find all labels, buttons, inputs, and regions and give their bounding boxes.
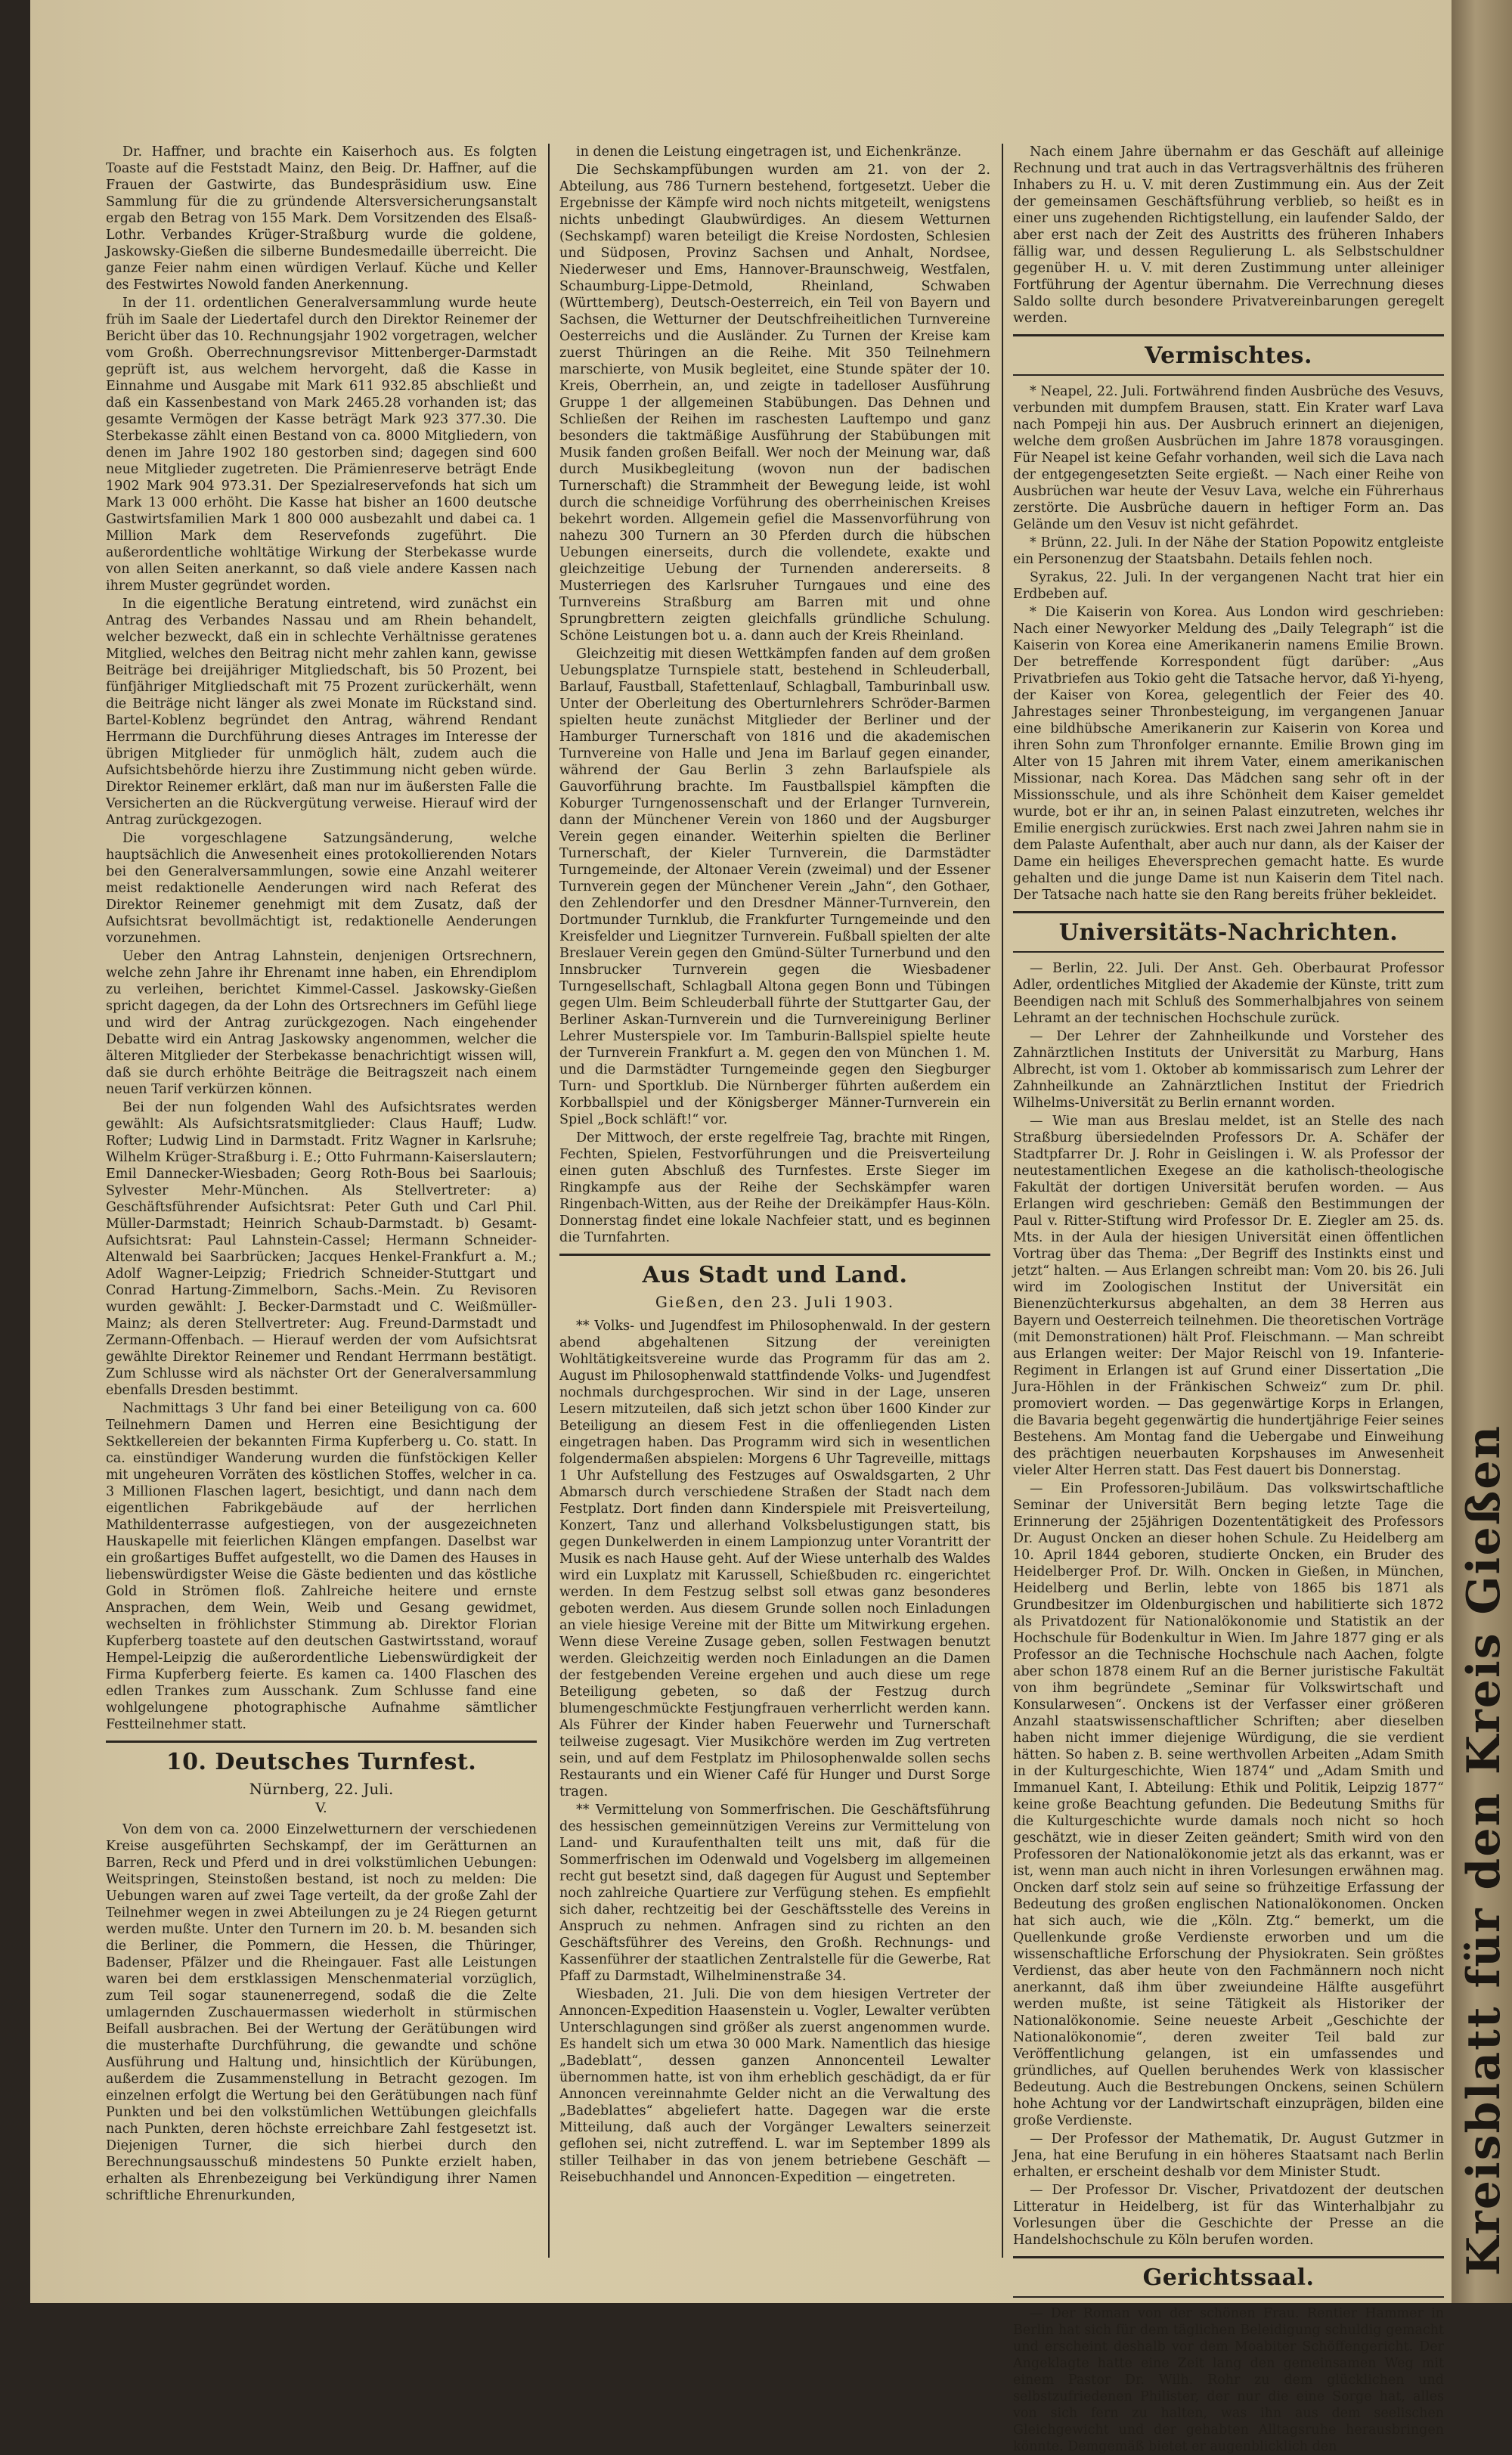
dateline: Nürnberg, 22. Juli. — [249, 1780, 394, 1798]
article-paragraph: * Brünn, 22. Juli. In der Nähe der Station Popowitz entgleiste ein Personenzug der Staatsbahn. Details fehlen noch. — [1013, 535, 1444, 567]
article-paragraph: In der 11. ordentlichen Generalversammlung wurde heute früh im Saale der Liedertafel durch den Direktor Reinemer der Bericht über das 10. Rechnungsjahr 1902 vorgetragen, welcher vom Großh. Oberrechnungsrevisor Mittenberger-Darmstadt geprüft ist, aus welchem hervorgeht, daß die Kasse in Einnahme und Ausgabe mit Mark 611 932.85 abschließt und daß ein Kassenbestand von Mark 2465.28 vorhanden ist; das gesamte Vermögen der Kasse beträgt Mark 923 377.30. Die Sterbekasse zählt einen Bestand von ca. 8000 Mitgliedern, von denen im Jahre 1902 180 gestorben sind; dagegen sind 600 neue Mitglieder zugetreten. Die Prämienreserve beträgt Ende 1902 Mark 904 973.31. Der Spezialreservefonds hat sich um Mark 13 000 erhöht. Die Kasse hat bisher an 1600 deutsche Gastwirtsfamilien Mark 1 800 000 ausbezahlt und dabei ca. 1 Million Mark dem Reservefonds zugeführt. Die außerordentliche wohltätige Wirkung der Sterbekasse wurde von allen Seiten anerkannt, so daß viele andere Kassen nach ihrem Muster gegründet worden. — [106, 296, 537, 594]
section-rule — [1013, 911, 1444, 913]
article-paragraph: Nachmittags 3 Uhr fand bei einer Beteiligung von ca. 600 Teilnehmern Damen und Herren eine Besichtigung der Sektkellereien der bekannten Firma Kupferberg u. Co. statt. In ca. einstündiger Wanderung wurden die fünfstöckigen Keller mit ungeheuren Vorräten des köstlichen Stoffes, welcher in ca. 3 Millionen Flaschen lagert, besichtigt, und dann nach dem eigentlichen Fabrikgebäude auf der herrlichen Mathildenterrasse aufgestiegen, von der ausgezeichneten Hauskapelle mit feierlichen Klängen empfangen. Daselbst war ein großartiges Buffet aufgestellt, wo die Damen des Hauses in liebenswürdigster Weise die Gäste bedienten und das köstliche Gold in Strömen floß. Zahlreiche heitere und ernste Ansprachen, dem Wein, Weib und Gesang gewidmet, wechselten in fröhlichster Stimmung ab. Direktor Florian Kupferberg toastete auf den deutschen Gastwirtsstand, worauf Hempel-Leipzig die außerordentliche Liebenswürdigkeit der Firma Kupferberg feierte. Es kamen ca. 1400 Flaschen des edlen Trankes zum Ausschank. Zum Schlusse fand eine wohlgelungene photographische Aufnahme sämtlicher Festteilnehmer statt. — [106, 1401, 537, 1732]
dateline: Gießen, den 23. Juli 1903. — [655, 1293, 895, 1311]
article-paragraph: — Ein Professoren-Jubiläum. Das volkswirtschaftliche Seminar der Universität Bern beging letzte Tage die Erinnerung der 25jährigen Dozententätigkeit des Professors Dr. August Oncken an dieser hohen Schule. Zu Heidelberg am 10. April 1844 geboren, studierte Oncken, ein Bruder des Heidelberger Prof. Dr. Wilh. Oncken in Gießen, in München, Heidelberg und Berlin, lebte von 1865 bis 1871 als Grundbesitzer im Oldenburgischen und habilitierte sich 1872 als Privatdozent für Nationalökonomie und Statistik an der Hochschule für Bodenkultur in Wien. Im Jahre 1877 ging er als Professor an die Technische Hochschule nach Aachen, folgte aber schon 1878 einem Ruf an die Berner juristische Fakultät von ihm begründete „Seminar für Volkswirtschaft und Konsularwesen“. Onckens ist der Verfasser einer größeren Anzahl staatswissenschaftlicher Schriften; aber dieselben haben nicht immer diejenige Würdigung, die sie verdient hätten. So haben z. B. seine werthvollen Arbeiten „Adam Smith in der Kulturgeschichte, Wien 1874“ und „Adam Smith und Immanuel Kant, I. Abteilung: Ethik und Politik, Leipzig 1877“ keine große Beachtung gefunden. Die Bedeutung Smiths für die Kulturgeschichte wurde damals noch nicht so hoch geschätzt, wie in dieser Zeiten geändert; Smith wird von den Professoren der Nationalökonomie jetzt als das erkannt, was er ist, wenn man auch nicht in ihren Vorlesungen erwähnen mag. Oncken darf stolz sein auf seine so frühzeitige Erfassung der Bedeutung des großen englischen Nationalökonomen. Oncken hat sich auch, wie die „Köln. Ztg.“ bemerkt, um die Quellenkunde große Verdienste erworben und um die wissenschaftliche Erforschung der Physiokraten. Sein größtes Verdienst, das aber heute von den Fachmännern noch nicht anerkannt, daß ihm über zweiundeine Hälfte ausgeführt werden mußte, ist seine Tätigkeit als Historiker der Nationalökonomie. Seine neueste Arbeit „Geschichte der Nationalökonomie“, deren zweiter Teil bald zur Veröffentlichung gelangen, ist ein umfassendes und gründliches, auf Quellen beruhendes Werk von klassischer Bedeutung. Auch die Bestrebungen Onckens, seinen Schülern hohe Achtung vor der Landwirtschaft einzuprägen, bilden eine große Verdienste. — [1013, 1481, 1444, 2128]
article-paragraph: Die Sechskampfübungen wurden am 21. von der 2. Abteilung, aus 786 Turnern bestehend, fortgesetzt. Ueber die Ergebnisse der Kämpfe wird noch nichts mitgeteilt, wenigstens nichts unbedingt Glaubwürdiges. An diesem Wetturnen (Sechskampf) waren beteiligt die Kreise Nordosten, Schlesien und Südposen, Provinz Sachsen und Anhalt, Nordsee, Niederweser und Ems, Hannover-Braunschweig, Westfalen, Schaumburg-Lippe-Detmold, Rheinland, Schwaben (Württemberg), Deutsch-Oesterreich, ein Teil von Bayern und Sachsen, die Wetturner der Deutschfreiheitlichen Turnvereine Oesterreichs und die Ausländer. Zu Turnen der Kreise kam zuerst Thüringen an die Reihe. Mit 350 Teilnehmern marschierte, von Musik begleitet, eine Stunde später der 10. Kreis, Oberrhein, an, und zeigte in tadelloser Ausführung Gruppe 1 der allgemeinen Stabübungen. Das Dehnen und Schließen der Reihen im raschesten Lauftempo und ganz besonders die taktmäßige Ausführung der Stabübungen mit Musik fanden großen Beifall. Wer noch der Meinung war, daß durch Musikbegleitung (wovon nun der badischen Turnerschaft) die Strammheit der Bewegung leide, ist wohl durch die schneidige Vorführung des oberrheinischen Kreises bekehrt worden. Allgemein gefiel die Massenvorführung von nahezu 300 Turnern an 30 Pferden durch die hübschen Uebungen einerseits, durch die vollendete, exakte und gleichzeitige Uebung der Turnenden andererseits. 8 Musterriegen des Karlsruher Turngaues und eine des Turnvereins Straßburg am Barren mit und ohne Sprungbrettern zeigten gleichfalls gründliche Schulung. Schöne Leistungen bot u. a. dann auch der Kreis Rheinland. — [559, 163, 990, 643]
article-paragraph: — Wie man aus Breslau meldet, ist an Stelle des nach Straßburg übersiedelnden Professors Dr. A. Schäfer der Stadtpfarrer Dr. J. Rohr in Geislingen i. W. als Professor der neutestamentlichen Exegese an die katholisch-theologische Fakultät der dortigen Universität berufen worden. — Aus Erlangen wird geschrieben: Gemäß den Bestimmungen der Paul v. Ritter-Stiftung wird Professor Dr. E. Ziegler am 25. ds. Mts. in der Aula der hiesigen Universität einen öffentlichen Vortrag über das Thema: „Der Begriff des Instinkts einst und jetzt“ halten. — Aus Erlangen schreibt man: Vom 20. bis 26. Juli wird im Zoologischen Institut der Universität ein Bienenzüchterkursus abgehalten, an dem 38 Herren aus Bayern und Oesterreich teilnehmen. Die theoretischen Vorträge (mit Demonstrationen) hält Prof. Fleischmann. — Man schreibt aus Erlangen weiter: Der Major Reischl von 19. Infanterie-Regiment in Erlangen ist auf Grund einer Dissertation „Die Jura-Höhlen in der Fränkischen Schweiz“ zum Dr. phil. promoviert worden. — Das gegenwärtige Korps in Erlangen, die Bavaria begeht gegenwärtig die hundertjährige Feier seines Bestehens. Am Montag fand die Uebergabe und Einweihung des prächtigen neuerbauten Korpshauses im Anwesenheit vieler Alter Herren statt. Das Fest dauert bis Donnerstag. — [1013, 1114, 1444, 1478]
article-paragraph: Syrakus, 22. Juli. In der vergangenen Nacht trat hier ein Erdbeben auf. — [1013, 570, 1444, 602]
column-3 — [1013, 144, 1444, 2454]
article-paragraph: Von dem von ca. 2000 Einzelwetturnern der verschiedenen Kreise ausgeführten Sechskampf, der im Gerätturnen an Barren, Reck und Pferd und in drei volkstümlichen Uebungen: Weitspringen, Steinstoßen bestand, ist noch zu melden: Die Uebungen waren auf zwei Tage verteilt, da der große Zahl der Teilnehmer wegen in zwei Abteilungen zu je 24 Riegen geturnt werden mußte. Unter den Turnern im 20. b. M. besanden sich die Berliner, die Pommern, die Hessen, die Thüringer, Badenser, Pfälzer und die Rheingauer. Fast alle Leistungen waren bei dem erstklassigen Menschenmaterial vorzüglich, zum Teil sogar staunenerregend, sodaß die die Zelte umlagernden Zuschauermassen wiederholt in stürmischen Beifall ausbrachen. Bei der Wertung der Gerätübungen wird die musterhafte Durchführung, die gewandte und schöne Ausführung und Haltung und, hinsichtlich der Kürübungen, außerdem die Zusammenstellung in Betracht gezogen. Im einzelnen erfolgt die Wertung bei den Gerätübungen nach fünf Punkten und bei den volkstümlichen Wettübungen gleichfalls nach Punkten, deren höchste erreichbare Zahl festgesetzt ist. Diejenigen Turner, die sich hierbei durch den Berechnungsausschuß mindestens 50 Punkte erzielt haben, erhalten als Ehrenbezeigung bei Verkündigung ihrer Namen schriftliche Ehrenurkunden, — [106, 1822, 537, 2203]
article-paragraph: Bei der nun folgenden Wahl des Aufsichtsrates werden gewählt: Als Aufsichtsratsmitglieder: Claus Hauff; Ludw. Rofter; Ludwig Lind in Darmstadt. Fritz Wagner in Karlsruhe; Wilhelm Krüger-Straßburg i. E.; Otto Fuhrmann-Kaiserslautern; Emil Dannecker-Wiesbaden; Georg Roth-Bous bei Saarlouis; Sylvester Mehr-München. Als Stellvertreter: a) Geschäftsführender Aufsichtsrat: Peter Guth und Carl Phil. Müller-Darmstadt; Heinrich Schaub-Darmstadt. b) Gesamt-Aufsichtsrat: Paul Lahnstein-Cassel; Hermann Schneider-Altenwald bei Saarbrücken; Jacques Henkel-Frankfurt a. M.; Adolf Wagner-Leipzig; Friedrich Schneider-Stuttgart und Conrad Hartung-Zimmelborn, Sachs.-Mein. Zu Revisoren wurden gewählt: J. Becker-Darmstadt und C. Weißmüller-Mainz; als deren Stellvertreter: Aug. Freund-Darmstadt und Zermann-Offenbach. — Hierauf werden der vom Aufsichtsrat gewählte Direktor Reinemer und Rendant Herrmann bestätigt. Zum Schlusse wird als nächster Ort der Generalversammlung ebenfalls Dresden bestimmt. — [106, 1100, 537, 1398]
article-paragraph: Wiesbaden, 21. Juli. Die von dem hiesigen Vertreter der Annoncen-Expedition Haasenstein u. Vogler, Lewalter verübten Unterschlagungen sind größer als zuerst angenommen wurde. Es handelt sich um etwa 30 000 Mark. Namentlich das hiesige „Badeblatt“, dessen ganzen Annoncenteil Lewalter übernommen hatte, ist von ihm erheblich geschädigt, da er für Annoncen vereinnahmte Gelder nicht an die Verwaltung des „Badeblattes“ abgeliefert hatte. Dagegen war die erste Mitteilung, daß auch der Vorgänger Lewalters seinerzeit geflohen sei, nicht zutreffend. L. war im September 1899 als stiller Teilhaber in das von jenem betriebene Geschäft — Reisebuchhandel und Annoncen-Expedition — eingetreten. — [559, 1987, 990, 2185]
article-paragraph: Der Mittwoch, der erste regelfreie Tag, brachte mit Ringen, Fechten, Spielen, Festvorführungen und die Preisverteilung einen guten Abschluß des Turnfestes. Erste Sieger im Ringkampfe aus der Reihe der Sechskämpfer waren Ringenbach-Witten, aus der Reihe der Dreikämpfer Haus-Köln. Donnerstag findet eine lokale Nachfeier statt, und es beginnen die Turnfahrten. — [559, 1130, 990, 1245]
article-paragraph: * Neapel, 22. Juli. Fortwährend finden Ausbrüche des Vesuvs, verbunden mit dumpfem Brausen, statt. Ein Krater warf Lava nach Pompeji hin aus. Der Ausbruch erinnert an diejenigen, welche dem großen Ausbrüchen im Jahre 1878 vorausgingen. Für Neapel ist keine Gefahr vorhanden, weil sich die Lava nach der entgegengesetzten Seite ergießt. — Nach einer Reihe von Ausbrüchen war heute der Vesuv Lava, welche ein Führerhaus zerstörte. Die Ausbrüche dauern in heftiger Form an. Das Gelände um den Vesuv ist nicht gefährdet. — [1013, 384, 1444, 532]
column-1 — [106, 144, 537, 2273]
section-rule — [559, 1254, 990, 1256]
article-paragraph: Gleichzeitig mit diesen Wettkämpfen fanden auf dem großen Uebungsplatze Turnspiele statt, bestehend in Schleuderball, Barlauf, Faustball, Stafettenlauf, Schlagball, Tamburinball usw. Unter der Oberleitung des Oberturnlehrers Schröder-Barmen spielten heute zunächst Mitglieder der Berliner und der Hamburger Turnerschaft von 1816 und die akademischen Turnvereine von Halle und Jena im Barlauf gegen einander, während der Gau Berlin 3 zehn Barlaufspiele als Gauvorführung brachte. Im Faustballspiel kämpften die Koburger Turngenossenschaft und der Erlanger Turnverein, dann der Münchener Verein von 1860 und der Augsburger Verein gegen einander. Weiterhin spielten die Berliner Turnerschaft, der Kieler Turnverein, die Darmstädter Turngemeinde, der Altonaer Verein (zweimal) und der Essener Turnverein gegen der Münchener Verein „Jahn“, den Gothaer, den Zehlendorfer und den Dresdner Männer-Turnverein, den Dortmunder Turnklub, die Frankfurter Turngemeinde und den Kreisfelder und Liegnitzer Turnverein. Fußball spielten der alte Breslauer Verein gegen den Gmünd-Sülter Turnerbund und den Innsbrucker Turnverein gegen die Wiesbadener Turngesellschaft, Schlagball Altona gegen Bonn und Tübingen gegen Ulm. Beim Schleuderball führte der Stuttgarter Gau, der Berliner Askan-Turnverein und die Turnvereinigung Berliner Lehrer Musterspiele vor. Im Tamburin-Ballspiel spielte heute der Turnverein Frankfurt a. M. gegen den von München 1. M. und die Darmstädter Turngemeinde gegen den Siegburger Turn- und Sportklub. Die Nürnberger führten außerdem ein Korbballspiel und der Königsberger Männer-Turnverein ein Spiel „Bock schläft!“ vor. — [559, 646, 990, 1127]
column-2 — [559, 144, 990, 2273]
article-paragraph: Die vorgeschlagene Satzungsänderung, welche hauptsächlich die Anwesenheit eines protokollierenden Notars bei den Generalversammlungen, sowie eine Anzahl weiterer meist redaktionelle Aenderungen wird nach Referat des Direktor Reinemer genehmigt mit dem Zusatz, daß der Aufsichtsrat bevollmächtigt ist, redaktionelle Aenderungen vorzunehmen. — [106, 831, 537, 946]
article-paragraph: ** Volks- und Jugendfest im Philosophenwald. In der gestern abend abgehaltenen Sitzung der vereinigten Wohltätigkeitsvereine wurde das Programm für das am 2. August im Philosophenwald stattfindende Volks- und Jugendfest nochmals durchgesprochen. Wir sind in der Lage, unseren Lesern mitzuteilen, daß sich jetzt schon über 1600 Kinder zur Beteiligung an diesem Fest in die offenliegenden Listen eingetragen haben. Das Programm wird sich in wesentlichen folgendermaßen abspielen: Morgens 6 Uhr Tagreveille, mittags 1 Uhr Aufstellung des Festzuges auf Oswaldsgarten, 2 Uhr Abmarsch durch verschiedene Straßen der Stadt nach dem Festplatz. Dort finden dann Kinderspiele mit Preisverteilung, Konzert, Tanz und allerhand Volksbelustigungen statt, bis gegen Dunkelwerden in einem Lampionzug unter Vorantritt der Musik es nach Hause geht. Auf der Wiese unterhalb des Waldes wird ein Luxplatz mit Karussell, Schießbuden rc. eingerichtet werden. In dem Festzug selbst soll etwas ganz besonderes geboten werden. Aus diesem Grunde sollen noch Einladungen an viele hiesige Vereine mit der Bitte um Mitwirkung ergehen. Wenn diese Vereine Zusage geben, sollen Festwagen benutzt werden. Gleichzeitig werden noch Einladungen an die Damen der festgebenden Vereine ergehen und auch diese um rege Beteiligung gebeten, so daß der Festzug durch blumengeschmückte Festjungfrauen verherrlicht werden kann. Als Führer der Kinder haben Feuerwehr und Turnerschaft teilweise zugesagt. Vier Musikchöre werden im Zug vertreten sein, und auf dem Festplatz im Philosophenwalde sollen sechs Restaurants und ein Wiener Café für Hunger und Durst Sorge tragen. — [559, 1319, 990, 1799]
article-paragraph: Dr. Haffner, und brachte ein Kaiserhoch aus. Es folgten Toaste auf die Feststadt Mainz, den Beig. Dr. Haffner, auf die Frauen der Gastwirte, das Bundespräsidium usw. Eine Sammlung für die zu gründende Altersversicherungsanstalt ergab den Betrag von 155 Mark. Dem Vorsitzenden des Elsaß-Lothr. Verbandes Krüger-Straßburg wurde die goldene, Jaskowsky-Gießen die silberne Bundesmedaille überreicht. Die ganze Feier nahm einen würdigen Verlauf. Küche und Keller des Festwirtes Nowold fanden Anerkennung. — [106, 144, 537, 293]
article-paragraph: Ueber den Antrag Lahnstein, denjenigen Ortsrechnern, welche zehn Jahre ihr Ehrenamt inne haben, ein Ehrendiplom zu verleihen, berichtet Kimmel-Cassel. Jaskowsky-Gießen spricht dagegen, da der Lohn des Ortsrechners im Gefühl liege und wird der Antrag zurückgezogen. Nach eingehender Debatte wird ein Antrag Jaskowsky angenommen, welcher die älteren Mitglieder der Sterbekasse benachrichtigt wissen will, daß sie durch erhöhte Beiträge die Beitragszeit nach einem neuen Tarif verkürzen können. — [106, 949, 537, 1097]
section-rule — [106, 1741, 537, 1743]
article-paragraph: in denen die Leistung eingetragen ist, und Eichenkränze. — [576, 144, 962, 160]
section-rule — [1013, 334, 1444, 336]
column-rule — [1002, 144, 1003, 2258]
section-heading-univ: Universitäts-Nachrichten. — [1058, 919, 1399, 946]
section-rule — [1013, 374, 1444, 376]
section-rule — [1013, 2296, 1444, 2298]
article-paragraph: In die eigentliche Beratung eintretend, wird zunächst ein Antrag des Verbandes Nassau und am Rhein behandelt, welcher bezweckt, daß ein in schlechte Verhältnisse geratenes Mitglied, welches den Beitrag nicht mehr zahlen kann, gewisse Beiträge bei dreijähriger Mitgliedschaft, bis 50 Prozent, bei fünfjähriger Mitgliedschaft mit 75 Prozent zurückerhält, wenn die Beiträge nicht länger als zwei Monate im Rückstand sind. Bartel-Koblenz begründet den Antrag, während Rendant Herrmann die Durchführung dieses Antrages im Interesse der übrigen Mitglieder für unmöglich hält, zudem auch die Aufsichtsbehörde hierzu ihre Zustimmung nicht geben würde. Direktor Reinemer erklärt, daß man nur im äußersten Falle die Versicherten an die Rückvergütung verweise. Hierauf wird der Antrag zurückgezogen. — [106, 597, 537, 828]
adjacent-page-edge — [1452, 0, 1512, 2303]
section-rule — [1013, 951, 1444, 953]
article-paragraph: — Berlin, 22. Juli. Der Anst. Geh. Oberbaurat Professor Adler, ordentliches Mitglied der Akademie der Künste, tritt zum Beendigen nach mit Schluß des Sommerhalbjahres von seinem Lehramt an der technischen Hochschule zurück. — [1013, 961, 1444, 1026]
article-paragraph: Nach einem Jahre übernahm er das Geschäft auf alleinige Rechnung und trat auch in das Vertragsverhältnis des früheren Inhabers zu H. u. V. mit deren Zustimmung ein. Aus der Zeit der gemeinsamen Geschäftsführung verblieb, so heißt es in einer uns zugehenden Richtigstellung, ein laufender Saldo, der aber erst nach der Zeit des Austritts des früheren Inhabers fällig war, und dessen Regulierung L. als Selbstschuldner gegenüber H. u. V. mit deren Zustimmung unter alleiniger Fortführung der Agentur übernahm. Die Verrechnung dieses Saldo sollte durch besondere Privatvereinbarungen geregelt werden. — [1013, 144, 1444, 326]
newspaper-page — [30, 0, 1452, 2454]
article-paragraph: — Der Lehrer der Zahnheilkunde und Vorsteher des Zahnärztlichen Instituts der Universität zu Marburg, Hans Albrecht, ist vom 1. Oktober ab kommissarisch zum Lehrer der Zahnheilkunde an Zahnärztlichen Institut der Friedrich Wilhelms-Universität zu Berlin ernannt worden. — [1013, 1029, 1444, 1111]
section-heading-turnfest: 10. Deutsches Turnfest. — [166, 1749, 477, 1775]
section-rule — [1013, 2256, 1444, 2258]
masthead-title: Kreisblatt für den Kreis Gießen — [1458, 1424, 1510, 2276]
article-paragraph: * Die Kaiserin von Korea. Aus London wird geschrieben: Nach einer Newyorker Meldung des „Daily Telegraph“ ist die Kaiserin von Korea eine Amerikanerin namens Emilie Brown. Der betreffende Korrespondent fügt darüber: „Aus Privatbriefen aus Tokio geht die Tatsache hervor, daß Yi-hyeng, der Kaiser von Korea, gelegentlich der Feier des 40. Jahrestages seiner Thronbesteigung, im vergangenen Januar eine bildhübsche Amerikanerin zur Kaiserin von Korea und ihren Sohn zum Thronfolger ernannte. Emilie Brown ging im Alter von 15 Jahren mit ihrem Vater, einem amerikanischen Missionar, nach Korea. Das Mädchen sang sehr oft in der Missionsschule, und als ihre Schönheit dem Kaiser gemeldet wurde, bot er ihr an, in seinen Palast einzutreten, welches ihr Emilie energisch zurückwies. Erst nach zwei Jahren nahm sie in dem Palaste Aufenthalt, aber auch nur dann, als der Kaiser der Dame ein heiliges Eheversprechen gemacht hatte. Es wurde gehalten und die junge Dame ist nun Kaiserin dem Titel nach. Der Tatsache nach hatte sie den Rang bereits früher bekleidet. — [1013, 605, 1444, 903]
column-rule — [548, 144, 550, 2258]
article-paragraph: — Der Roman von der schönen Frau. Rentier Hammer in Berlin hat sich für dem täglichen Beleidigung schuldig gemacht und erscheint deshalb vor dem Moabiter Schöffengericht. Der Angeklagte hatte eine Zeit lang den gemeinsamen Weg mit einem Pastor Dr. Wilh. Rohr zu dem glücklichen und selbstzufriedenen Philister, der nur die eine Sorge hat, alles von sich fern zu halten, was ihn aus dem seelischen Gleichgewicht und der gehabten Alltagsruhe herausbringen könnte. Demgemäß bietet er augenblicklich den — [1013, 2306, 1444, 2454]
section-heading-court: Gerichtssaal. — [1142, 2264, 1315, 2291]
article-paragraph: — Der Professor Dr. Vischer, Privatdozent der deutschen Litteratur in Heidelberg, ist für das Winterhalbjahr zu Vorlesungen über die Geschichte der Presse an die Handelshochschule zu Köln berufen worden. — [1013, 2183, 1444, 2248]
section-heading-misc: Vermischtes. — [1145, 343, 1312, 369]
part-number: V. — [315, 1800, 327, 1816]
section-heading-local: Aus Stadt und Land. — [642, 1262, 908, 1288]
article-paragraph: — Der Professor der Mathematik, Dr. August Gutzmer in Jena, hat eine Berufung in ein höheres Staatsamt nach Berlin erhalten, er erscheint deshalb vor dem Minister Studt. — [1013, 2131, 1444, 2180]
article-paragraph: ** Vermittelung von Sommerfrischen. Die Geschäftsführung des hessischen gemeinnützigen Vereins zur Vermittelung von Land- und Kuraufenthalten teilt uns mit, daß für die Sommerfrischen im Odenwald und Vogelsberg im allgemeinen recht gut besetzt sind, daß dagegen für August und September noch zahlreiche Quartiere zur Verfügung stehen. Es empfiehlt sich daher, rechtzeitig bei der Geschäftsstelle des Vereins in Anspruch zu nehmen. Anfragen sind zu richten an den Geschäftsführer des Vereins, den Großh. Rechnungs- und Kassenführer der staatlichen Zentralstelle für die Gewerbe, Rat Pfaff zu Darmstadt, Wilhelminenstraße 34. — [559, 1803, 990, 1984]
